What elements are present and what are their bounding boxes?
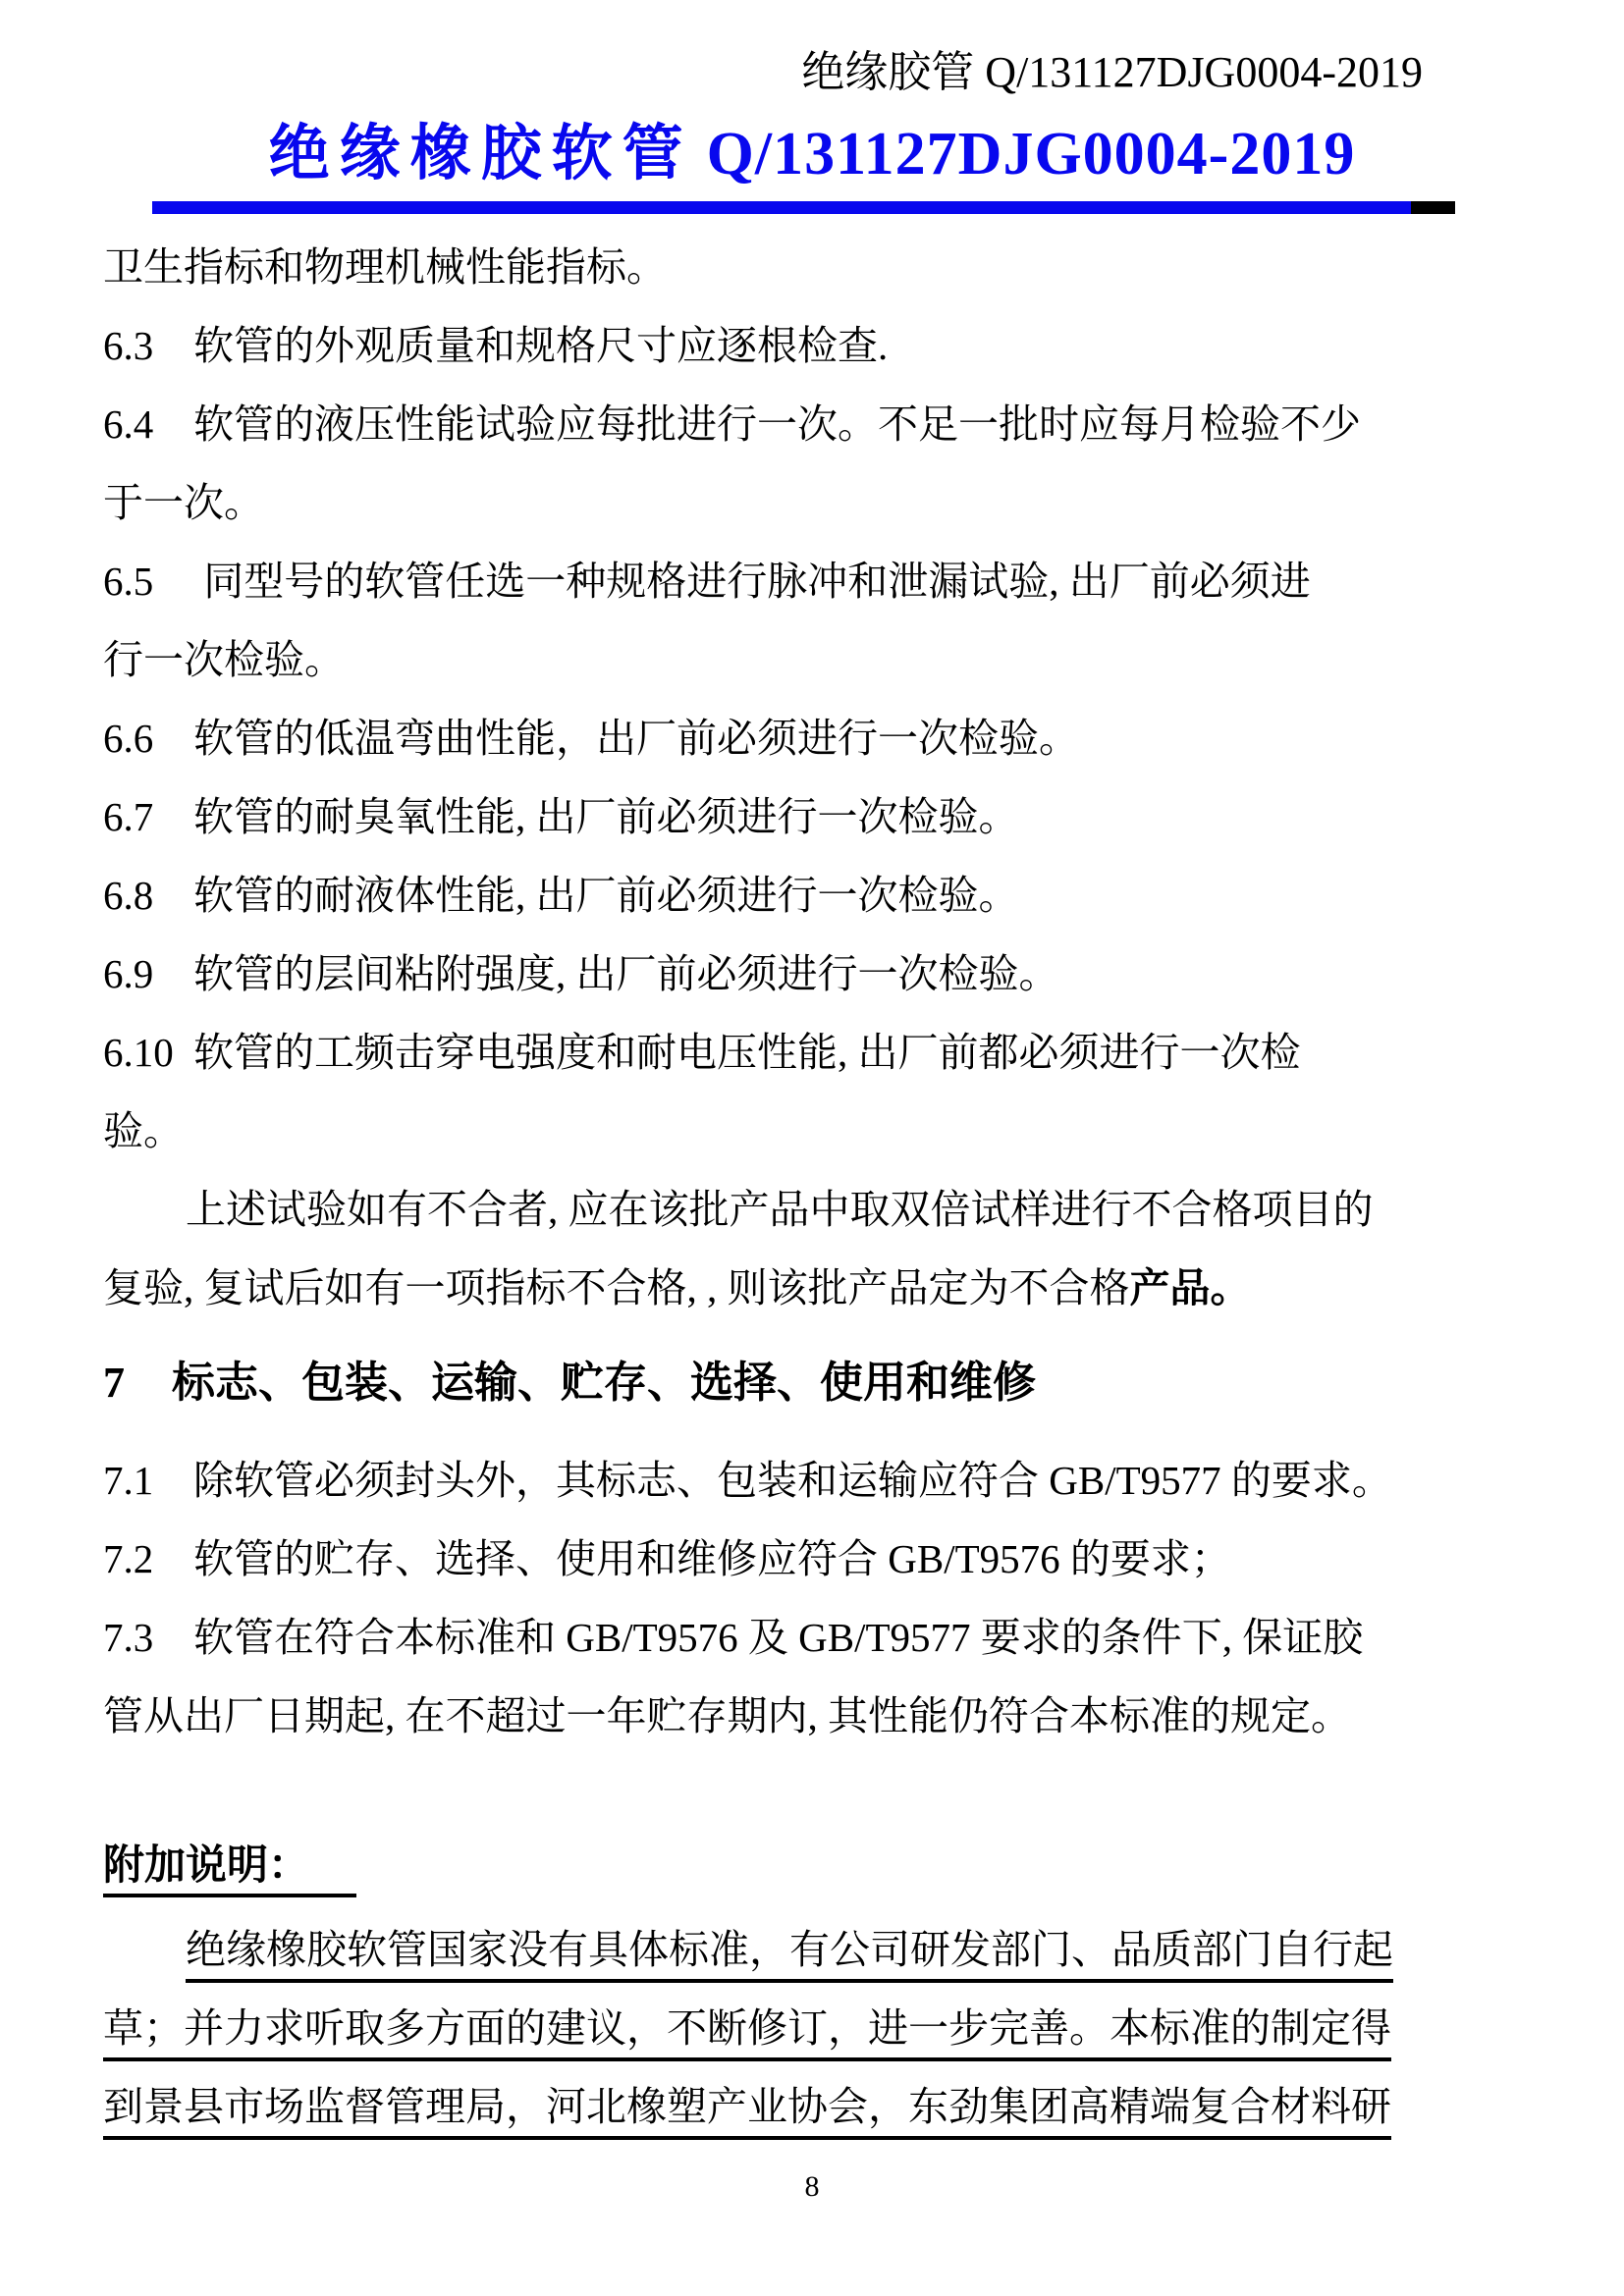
appendix-heading bbox=[103, 1826, 1487, 1904]
clause-text: 行一次检验。 bbox=[103, 637, 345, 682]
page-title-code: Q/131127DJG0004-2019 bbox=[706, 121, 1356, 187]
clause-number: 7.3 bbox=[103, 1615, 154, 1660]
header-rule-blue-segment bbox=[152, 201, 1411, 214]
clause-number: 6.10 bbox=[103, 1030, 174, 1075]
clause-6-5 bbox=[103, 542, 1487, 620]
appendix-heading-text: 附加说明： bbox=[103, 1842, 356, 1897]
header-rule bbox=[152, 201, 1624, 214]
clause-text: 软管的贮存、选择、使用和维修应符合 GB/T9576 的要求； bbox=[193, 1536, 1231, 1581]
clause-text: 管从出厂日期起, 在不超过一年贮存期内, 其性能仍符合本标准的规定。 bbox=[103, 1693, 1351, 1738]
clause-text: 同型号的软管任选一种规格进行脉冲和泄漏试验, 出厂前必须进 bbox=[193, 559, 1311, 604]
paragraph-text: 复验, 复试后如有一项指标不合格, , 则该批产品定为不合格 bbox=[103, 1265, 1130, 1310]
clause-text: 软管的耐臭氧性能, 出厂前必须进行一次检验。 bbox=[193, 794, 1019, 839]
page-title bbox=[0, 104, 1624, 191]
clause-7-1 bbox=[103, 1441, 1487, 1520]
section-title: 标志、包装、运输、贮存、选择、使用和维修 bbox=[172, 1359, 1036, 1407]
page-title-chinese: 绝缘橡胶软管 bbox=[268, 121, 693, 187]
appendix-line-2 bbox=[103, 1989, 1487, 2067]
retest-paragraph-line1 bbox=[103, 1170, 1487, 1249]
clause-text: 于一次。 bbox=[103, 480, 264, 525]
clause-text: 软管的耐液体性能, 出厂前必须进行一次检验。 bbox=[193, 873, 1019, 918]
header-rule-black-segment bbox=[1411, 201, 1455, 214]
appendix-text: 草；并力求听取多方面的建议，不断修订，进一步完善。本标准的制定得 bbox=[103, 2005, 1391, 2061]
paragraph-text: 上述试验如有不合者, 应在该批产品中取双倍试样进行不合格项目的 bbox=[186, 1187, 1374, 1232]
intro-line bbox=[103, 228, 1487, 306]
clause-number: 6.8 bbox=[103, 873, 154, 918]
clause-6-4 bbox=[103, 385, 1487, 463]
appendix-line-3 bbox=[103, 2067, 1487, 2146]
paragraph-text-bold: 产品。 bbox=[1129, 1265, 1251, 1310]
clause-number: 6.3 bbox=[103, 323, 154, 368]
clause-text: 软管的低温弯曲性能，出厂前必须进行一次检验。 bbox=[193, 716, 1079, 761]
clause-6-7 bbox=[103, 777, 1487, 856]
clause-7-3 bbox=[103, 1598, 1487, 1677]
clause-6-5-continuation bbox=[103, 620, 1487, 699]
clause-text: 除软管必须封头外，其标志、包装和运输应符合 GB/T9577 的要求。 bbox=[193, 1458, 1392, 1503]
section-7-heading bbox=[103, 1341, 1487, 1425]
clause-text: 软管的层间粘附强度, 出厂前必须进行一次检验。 bbox=[193, 951, 1059, 996]
clause-text: 软管在符合本标准和 GB/T9576 及 GB/T9577 要求的条件下, 保证胶 bbox=[193, 1615, 1364, 1660]
retest-paragraph-line2 bbox=[103, 1249, 1487, 1327]
clause-text: 软管的外观质量和规格尺寸应逐根检查. bbox=[193, 323, 889, 368]
appendix-text: 绝缘橡胶软管国家没有具体标准，有公司研发部门、品质部门自行起 bbox=[186, 1927, 1393, 1983]
appendix-line-1 bbox=[103, 1910, 1487, 1989]
clause-number: 6.5 bbox=[103, 559, 154, 604]
clause-6-10-continuation bbox=[103, 1092, 1487, 1170]
clause-number: 7.2 bbox=[103, 1536, 154, 1581]
page-number: 8 bbox=[804, 2170, 820, 2203]
clause-number: 6.6 bbox=[103, 716, 154, 761]
appendix-text: 到景县市场监督管理局，河北橡塑产业协会，东劲集团高精端复合材料研 bbox=[103, 2084, 1391, 2140]
section-number: 7 bbox=[103, 1359, 125, 1407]
header-doc-ref: 绝缘胶管 Q/131127DJG0004-2019 bbox=[801, 48, 1423, 96]
clause-text: 软管的工频击穿电强度和耐电压性能, 出厂前都必须进行一次检 bbox=[193, 1030, 1301, 1075]
clause-number: 6.4 bbox=[103, 401, 154, 447]
clause-6-3 bbox=[103, 306, 1487, 385]
clause-6-9 bbox=[103, 934, 1487, 1013]
clause-text: 验。 bbox=[103, 1108, 184, 1153]
intro-line-text: 卫生指标和物理机械性能指标。 bbox=[103, 244, 667, 290]
clause-7-3-continuation bbox=[103, 1677, 1487, 1755]
clause-number: 6.9 bbox=[103, 951, 154, 996]
clause-text: 软管的液压性能试验应每批进行一次。不足一批时应每月检验不少 bbox=[193, 401, 1361, 447]
clause-7-2 bbox=[103, 1520, 1487, 1598]
clause-number: 6.7 bbox=[103, 794, 154, 839]
document-body bbox=[0, 214, 1624, 2146]
clause-6-6 bbox=[103, 699, 1487, 777]
clause-6-10 bbox=[103, 1013, 1487, 1092]
clause-number: 7.1 bbox=[103, 1458, 154, 1503]
clause-6-4-continuation bbox=[103, 463, 1487, 542]
clause-6-8 bbox=[103, 856, 1487, 934]
